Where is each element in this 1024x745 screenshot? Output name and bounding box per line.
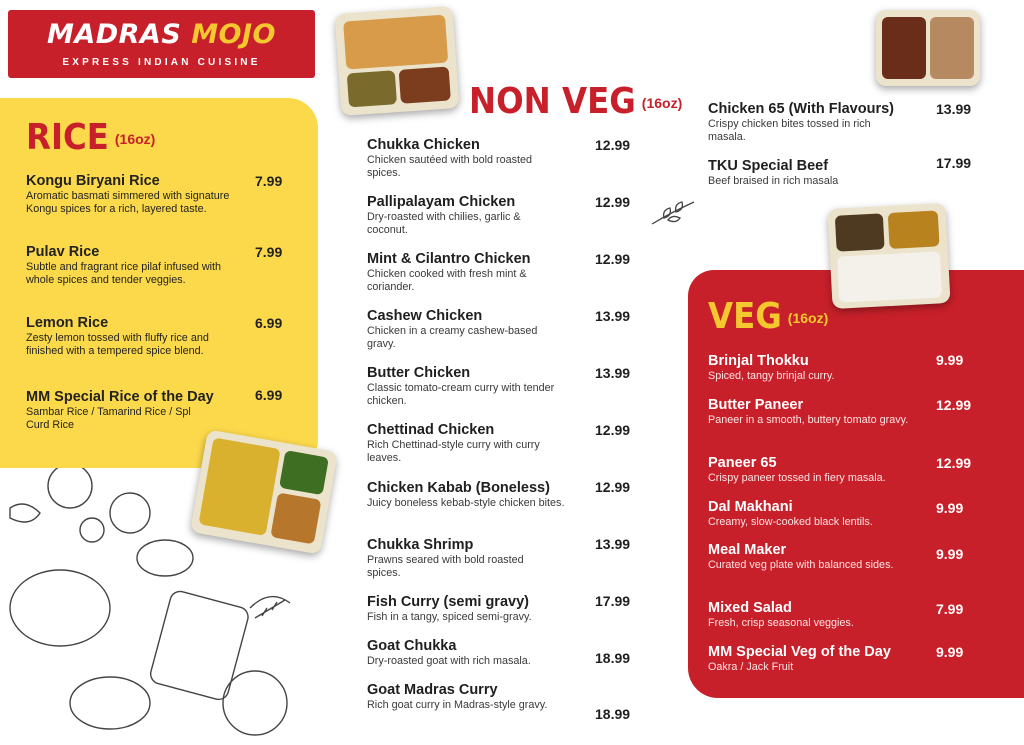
- item-price: 6.99: [255, 315, 283, 331]
- menu-item-mixed-salad: [708, 600, 918, 630]
- leaf-sketch-icon: [650, 198, 698, 228]
- menu-item-chicken-kabab: [367, 480, 567, 510]
- item-name: MM Special Rice of the Day: [26, 389, 214, 405]
- item-price: 7.99: [255, 173, 283, 189]
- brand-logo: [8, 10, 315, 78]
- item-price: 9.99: [936, 546, 964, 562]
- veg-title: VEG: [708, 296, 782, 337]
- item-price: 12.99: [595, 137, 631, 153]
- item-name: MM Special Veg of the Day: [708, 644, 891, 660]
- item-price: 13.99: [595, 308, 631, 324]
- item-price: 13.99: [595, 365, 631, 381]
- food-sketch-illustration: [0, 468, 300, 745]
- item-price: 18.99: [595, 706, 631, 722]
- menu-item-mint-cilantro-chicken: [367, 251, 557, 294]
- item-name: Chukka Shrimp: [367, 537, 474, 553]
- item-name: Kongu Biryani Rice: [26, 173, 160, 189]
- menu-item-chicken-65: [708, 101, 918, 144]
- item-name: Butter Paneer: [708, 397, 804, 413]
- item-description: Dry-roasted goat with rich masala.: [367, 655, 531, 667]
- nonveg-section-title: [469, 83, 682, 122]
- item-name: Goat Chukka: [367, 638, 457, 654]
- chicken-tray-image: [876, 10, 980, 86]
- item-description: Crispy paneer tossed in fiery masala.: [708, 472, 886, 484]
- item-price: 9.99: [936, 500, 964, 516]
- menu-item-goat-madras-curry: [367, 682, 552, 712]
- brand-name-part1: MADRAS: [46, 19, 182, 50]
- item-description: Spiced, tangy brinjal curry.: [708, 370, 835, 382]
- item-description: Aromatic basmati simmered with signature Kongu spices for a rich, layered taste.: [26, 190, 230, 215]
- item-name: Dal Makhani: [708, 499, 793, 515]
- item-description: Fresh, crisp seasonal veggies.: [708, 617, 854, 629]
- item-name: Lemon Rice: [26, 315, 109, 331]
- item-price: 17.99: [936, 155, 972, 171]
- item-description: Beef braised in rich masala: [708, 175, 839, 187]
- menu-item-mm-special-veg: [708, 644, 923, 674]
- item-price: 12.99: [595, 194, 631, 210]
- item-name: Mint & Cilantro Chicken: [367, 251, 531, 267]
- item-name: Chukka Chicken: [367, 137, 480, 153]
- item-description: Prawns seared with bold roasted spices.: [367, 554, 524, 579]
- item-price: 13.99: [936, 101, 972, 117]
- menu-item-fish-curry: [367, 594, 567, 624]
- menu-item-butter-paneer: [708, 397, 913, 427]
- item-description: Crispy chicken bites tossed in rich masala.: [708, 118, 871, 143]
- menu-item-paneer-65: [708, 455, 923, 485]
- item-price: 12.99: [595, 479, 631, 495]
- item-description: Dry-roasted with chilies, garlic & coconut.: [367, 211, 521, 236]
- item-description: Zesty lemon tossed with fluffy rice and finished with a tempered spice blend.: [26, 332, 209, 357]
- item-name: Butter Chicken: [367, 365, 471, 381]
- menu-item-chukka-chicken: [367, 137, 567, 180]
- menu-item-pulav-rice: [26, 244, 231, 287]
- rice-size: (16oz): [114, 131, 156, 147]
- veg-section-title: [708, 298, 828, 337]
- item-description: Rich Chettinad-style curry with curry leaves.: [367, 439, 540, 464]
- item-price: 6.99: [255, 387, 283, 403]
- item-name: Chicken Kabab (Boneless): [367, 480, 550, 496]
- item-price: 12.99: [936, 455, 972, 471]
- item-description: Paneer in a smooth, buttery tomato gravy.: [708, 414, 909, 426]
- item-name: Meal Maker: [708, 542, 787, 558]
- menu-item-brinjal-thokku: [708, 353, 918, 383]
- item-price: 12.99: [936, 397, 972, 413]
- menu-item-tku-special-beef: [708, 158, 918, 188]
- menu-item-mm-special-rice: [26, 389, 231, 432]
- item-name: Pallipalayam Chicken: [367, 194, 516, 210]
- menu-item-lemon-rice: [26, 315, 216, 358]
- brand-tagline: EXPRESS INDIAN CUISINE: [62, 57, 261, 68]
- item-name: Brinjal Thokku: [708, 353, 809, 369]
- item-name: Mixed Salad: [708, 600, 792, 616]
- item-name: Pulav Rice: [26, 244, 100, 260]
- item-description: Sambar Rice / Tamarind Rice / Spl Curd Rice: [26, 406, 191, 431]
- menu-item-kongu-biryani-rice: [26, 173, 231, 216]
- item-description: Rich goat curry in Madras-style gravy.: [367, 699, 548, 711]
- item-description: Chicken cooked with fresh mint & coriander.: [367, 268, 527, 293]
- item-description: Juicy boneless kebab-style chicken bites.: [367, 497, 565, 509]
- veg-size: (16oz): [787, 310, 829, 326]
- item-description: Creamy, slow-cooked black lentils.: [708, 516, 873, 528]
- item-price: 9.99: [936, 352, 964, 368]
- item-name: Goat Madras Curry: [367, 682, 498, 698]
- item-name: Chicken 65 (With Flavours): [708, 101, 894, 117]
- menu-item-chettinad-chicken: [367, 422, 547, 465]
- item-name: Fish Curry (semi gravy): [367, 594, 529, 610]
- biryani-tray-image: [335, 6, 460, 116]
- item-name: Paneer 65: [708, 455, 777, 471]
- item-price: 18.99: [595, 650, 631, 666]
- item-description: Curated veg plate with balanced sides.: [708, 559, 894, 571]
- item-description: Oakra / Jack Fruit: [708, 661, 794, 673]
- item-description: Classic tomato-cream curry with tender chicken.: [367, 382, 555, 407]
- nonveg-title: NON VEG: [469, 81, 636, 122]
- menu-item-pallipalayam-chicken: [367, 194, 552, 237]
- item-price: 9.99: [936, 644, 964, 660]
- item-price: 7.99: [936, 601, 964, 617]
- item-price: 7.99: [255, 244, 283, 260]
- item-description: Subtle and fragrant rice pilaf infused with whole spices and tender veggies.: [26, 261, 222, 286]
- brand-name: [8, 19, 315, 50]
- nonveg-size: (16oz): [641, 95, 683, 111]
- rice-curry-tray-image: [827, 203, 950, 309]
- menu-item-cashew-chicken: [367, 308, 567, 351]
- menu-item-butter-chicken: [367, 365, 557, 408]
- rice-title: RICE: [26, 117, 109, 158]
- menu-item-goat-chukka: [367, 638, 567, 668]
- item-description: Chicken in a creamy cashew-based gravy.: [367, 325, 538, 350]
- item-name: TKU Special Beef: [708, 158, 829, 174]
- item-price: 17.99: [595, 593, 631, 609]
- menu-item-chukka-shrimp: [367, 537, 552, 580]
- item-price: 13.99: [595, 536, 631, 552]
- item-price: 12.99: [595, 422, 631, 438]
- menu-item-dal-makhani: [708, 499, 923, 529]
- brand-name-part2: MOJO: [191, 19, 277, 50]
- rice-section-title: [26, 119, 155, 158]
- item-price: 12.99: [595, 251, 631, 267]
- menu-item-meal-maker: [708, 542, 903, 572]
- item-description: Chicken sautéed with bold roasted spices.: [367, 154, 533, 179]
- item-description: Fish in a tangy, spiced semi-gravy.: [367, 611, 532, 623]
- item-name: Chettinad Chicken: [367, 422, 495, 438]
- item-name: Cashew Chicken: [367, 308, 483, 324]
